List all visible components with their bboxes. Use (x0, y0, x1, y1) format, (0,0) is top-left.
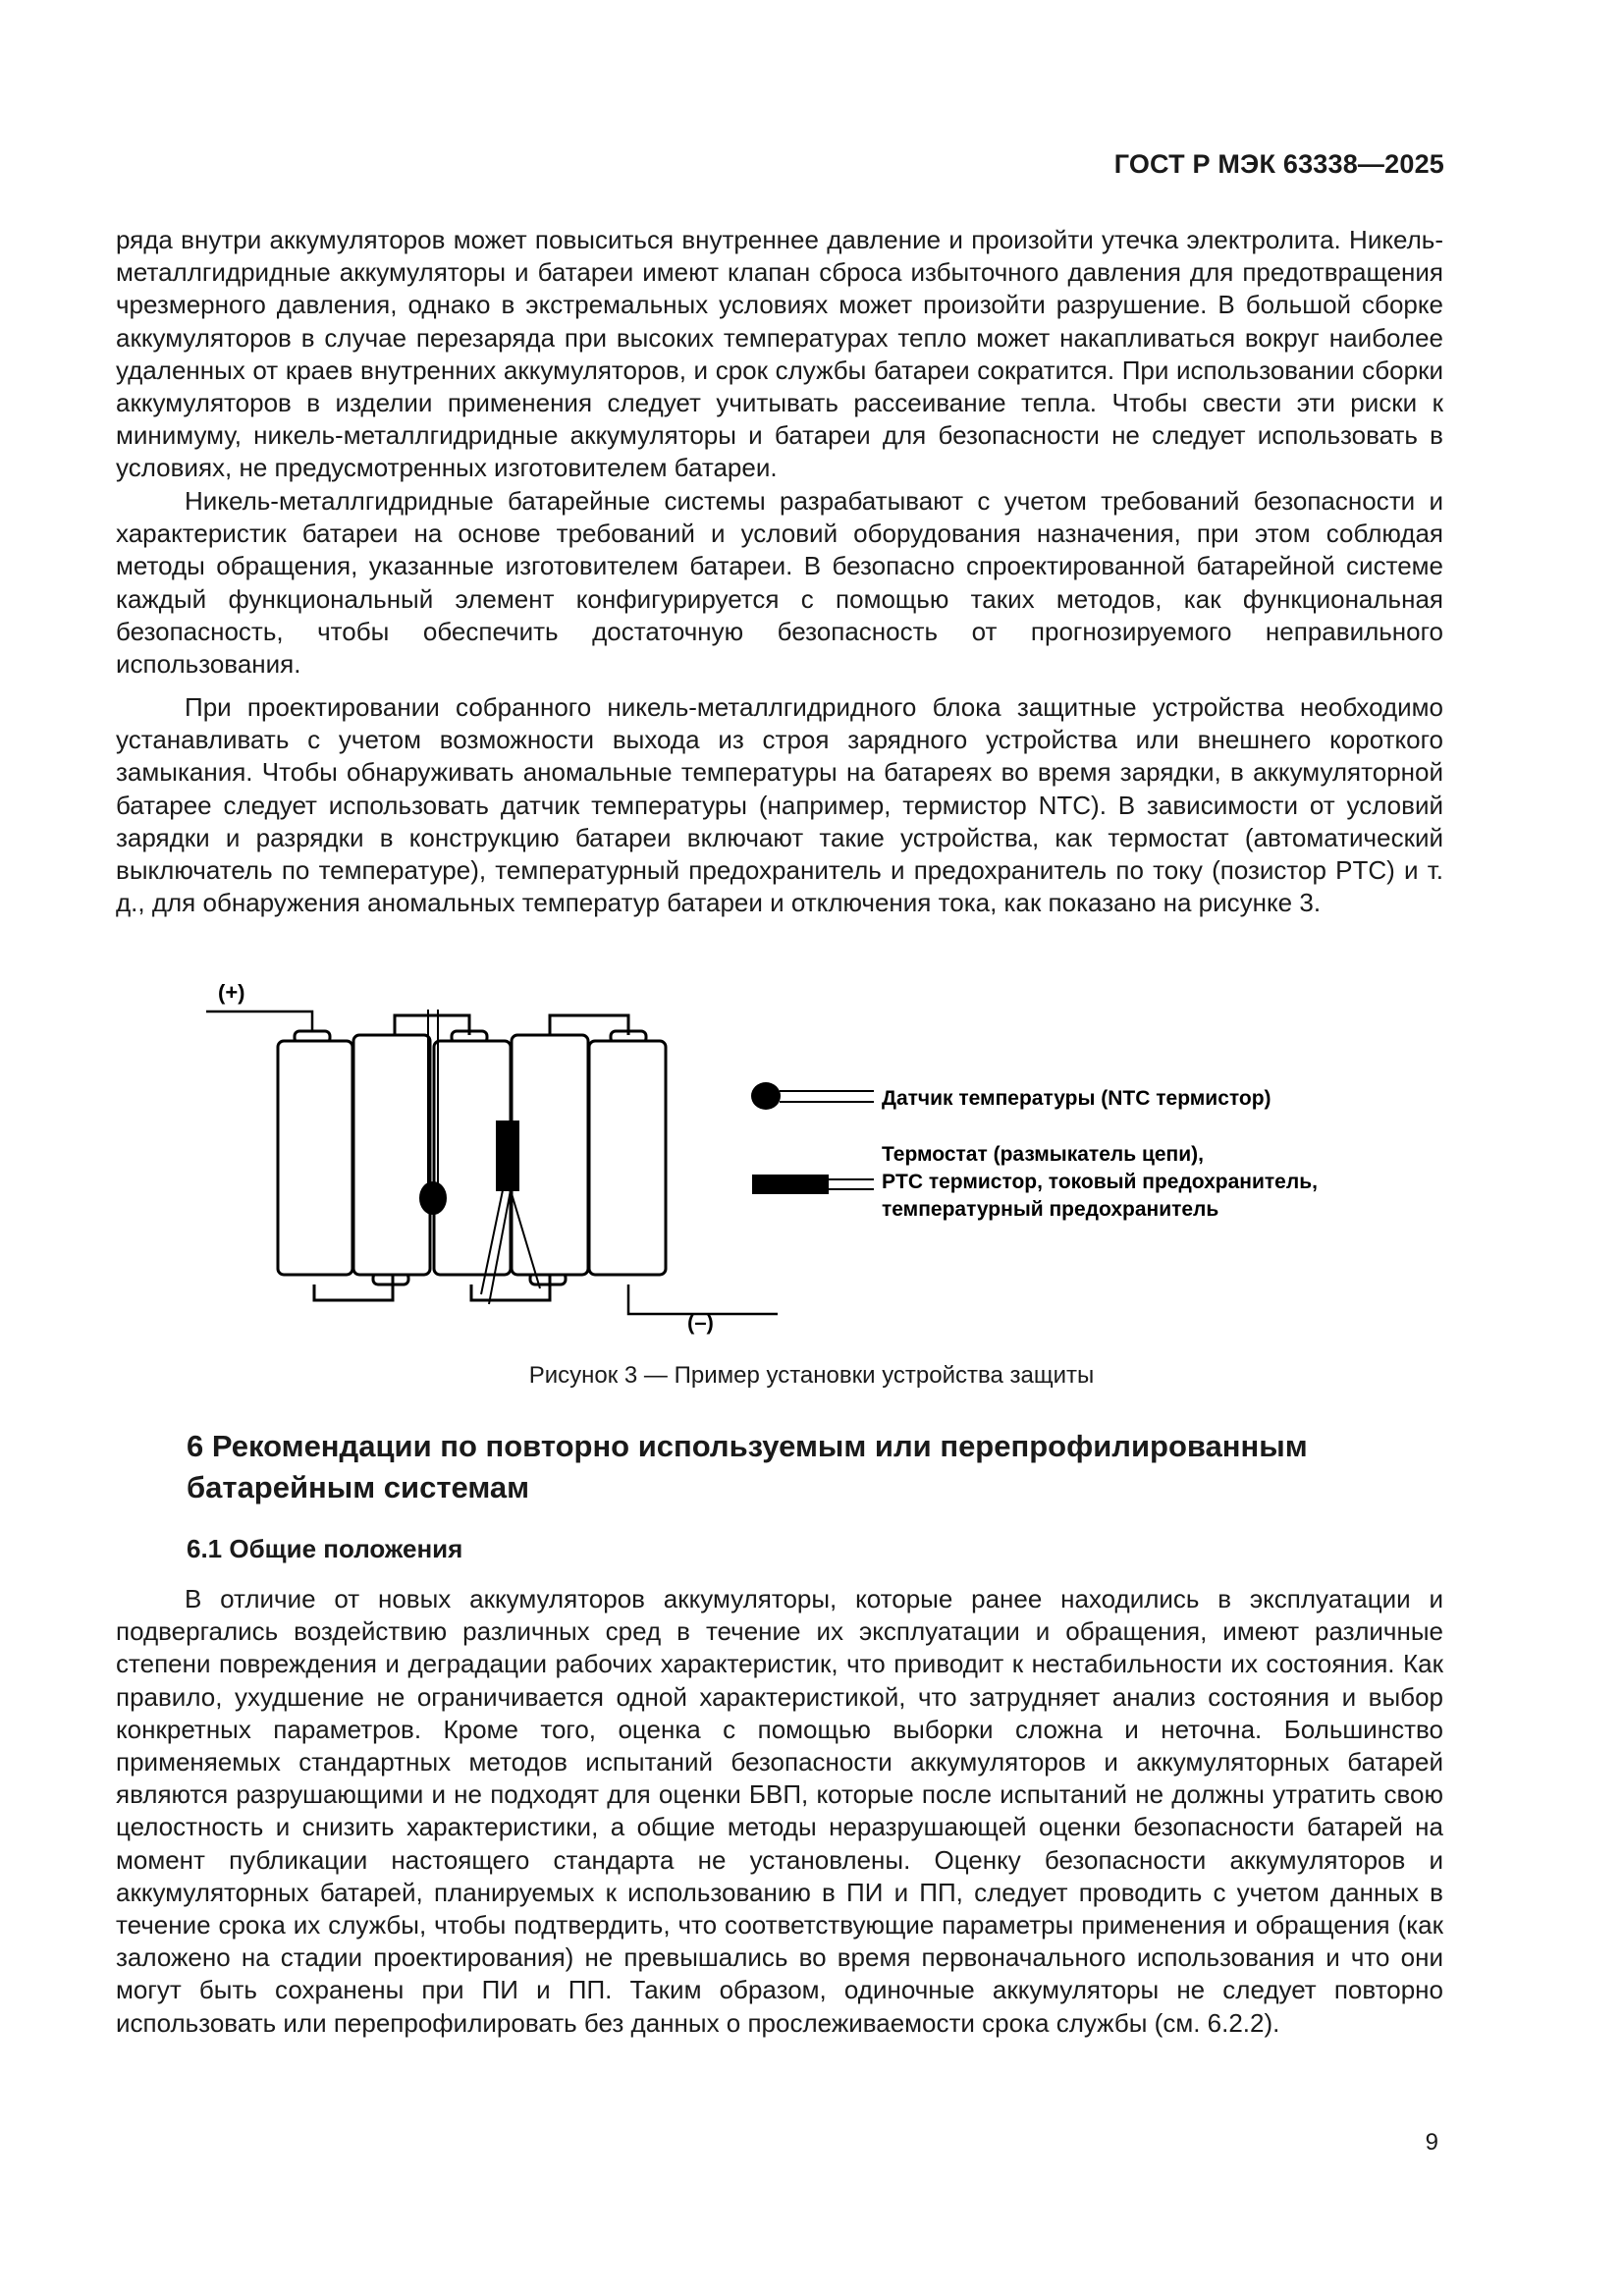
legend-device-label-line3: температурный предохранитель (882, 1198, 1219, 1221)
cell (353, 1035, 430, 1275)
minus-terminal-label: (–) (687, 1310, 714, 1335)
figure-caption: Рисунок 3 — Пример установки устройства защиты (528, 1362, 1095, 1389)
document-header: ГОСТ Р МЭК 63338—2025 (1113, 149, 1444, 179)
paragraph: ряда внутри аккумуляторов может повыситься внутреннее давление и произойти утечка электролита. Никель-металлгидридные аккумуляторы и батареи имеют клапан сброса избыточного давления для предотвращения чрезмерного давления, однако в экстремальных условиях может произойти разрушение. В большой сборке аккумуляторов в случае перезаряда при высоких температурах тепло может накапливаться вокруг наиболее удаленных от краев внутренних аккумуляторов, и срок службы батареи сократится. При использовании сборки аккумуляторов в изделии применения следует учитывать рассеивание тепла. Чтобы свести эти риски к минимуму, никель-металлгидридные аккумуляторы и батареи для безопасности не следует использовать в условиях, не предусмотренных изготовителем батареи. (116, 225, 1443, 483)
battery-pack (278, 1031, 666, 1285)
legend-ntc-label: Датчик температуры (NTC термистор) (882, 1087, 1271, 1110)
legend-protection-device (752, 1143, 1318, 1221)
page-number: 9 (1425, 2129, 1438, 2156)
figure-3-diagram (206, 970, 1384, 1343)
legend-device-label-line1: Термостат (размыкатель цепи), (882, 1143, 1204, 1166)
cell (512, 1035, 588, 1275)
cell (589, 1041, 666, 1275)
plus-terminal-label: (+) (218, 980, 245, 1005)
section-title: 6 Рекомендации по повторно используемым или перепрофилированным батарейным системам (187, 1429, 1308, 1504)
subsection-title: 6.1 Общие положения (187, 1534, 463, 1563)
legend-device-label-line2: PTC термистор, токовый предохранитель, (882, 1171, 1318, 1193)
paragraph: При проектировании собранного никель-металлгидридного блока защитные устройства необходимо устанавливать с учетом возможности выхода из строя зарядного устройства или внешнего короткого замыкания. Чтобы обнаруживать аномальные температуры на батареях во время зарядки, в аккумуляторной батарее следует использовать датчик температуры (например, термистор NTC). В зависимости от условий зарядки и разрядки в конструкцию батареи включают такие устройства, как термостат (автоматический выключатель по температуре), температурный предохранитель и предохранитель по току (позистор PTC) и т. д., для обнаружения аномальных температур батареи и отключения тока, как показано на рисунке 3. (116, 692, 1443, 918)
legend-ntc (751, 1082, 1271, 1110)
cell (278, 1041, 352, 1275)
paragraph: Никель-металлгидридные батарейные системы разрабатывают с учетом требований безопасности и характеристик батареи на основе требований и условий оборудования назначения, при этом соблюдая методы обращения, указанные изготовителем батареи. В безопасно спроектированной батарейной системе каждый функциональный элемент конфигурируется с помощью таких методов, как функциональная безопасность, чтобы обеспечить достаточную безопасность от прогнозируемого неправильного использования. (116, 486, 1443, 680)
paragraph: В отличие от новых аккумуляторов аккумуляторы, которые ранее находились в эксплуатации и подвергались воздействию различных сред в течение их эксплуатации и обращения, имеют различные степени повреждения и деградации рабочих характеристик, что приводит к нестабильности их состояния. Как правило, ухудшение не ограничивается одной характеристикой, что затрудняет анализ состояния и выбор конкретных параметров. Кроме того, оценка с помощью выборки сложна и неточна. Большинство применяемых стандартных методов испытаний безопасности аккумуляторов и аккумуляторных батарей являются разрушающими и не подходят для оценки БВП, которые после испытаний не должны утратить свою целостность и снизить характеристики, а общие методы неразрушающей оценки безопасности батарей на момент публикации настоящего стандарта не установлены. Оценку безопасности аккумуляторов и аккумуляторных батарей, планируемых к использованию в ПИ и ПП, следует проводить с учетом данных в течение срока их службы, чтобы подтвердить, что соответствующие параметры применения и обращения (как заложено на стадии проектирования) не превышались во время первоначального использования и что они могут быть сохранены при ПИ и ПП. Таким образом, одиночные аккумуляторы не следует повторно использовать или перепрофилировать без данных о прослеживаемости срока службы (см. 6.2.2). (116, 1584, 1443, 2038)
